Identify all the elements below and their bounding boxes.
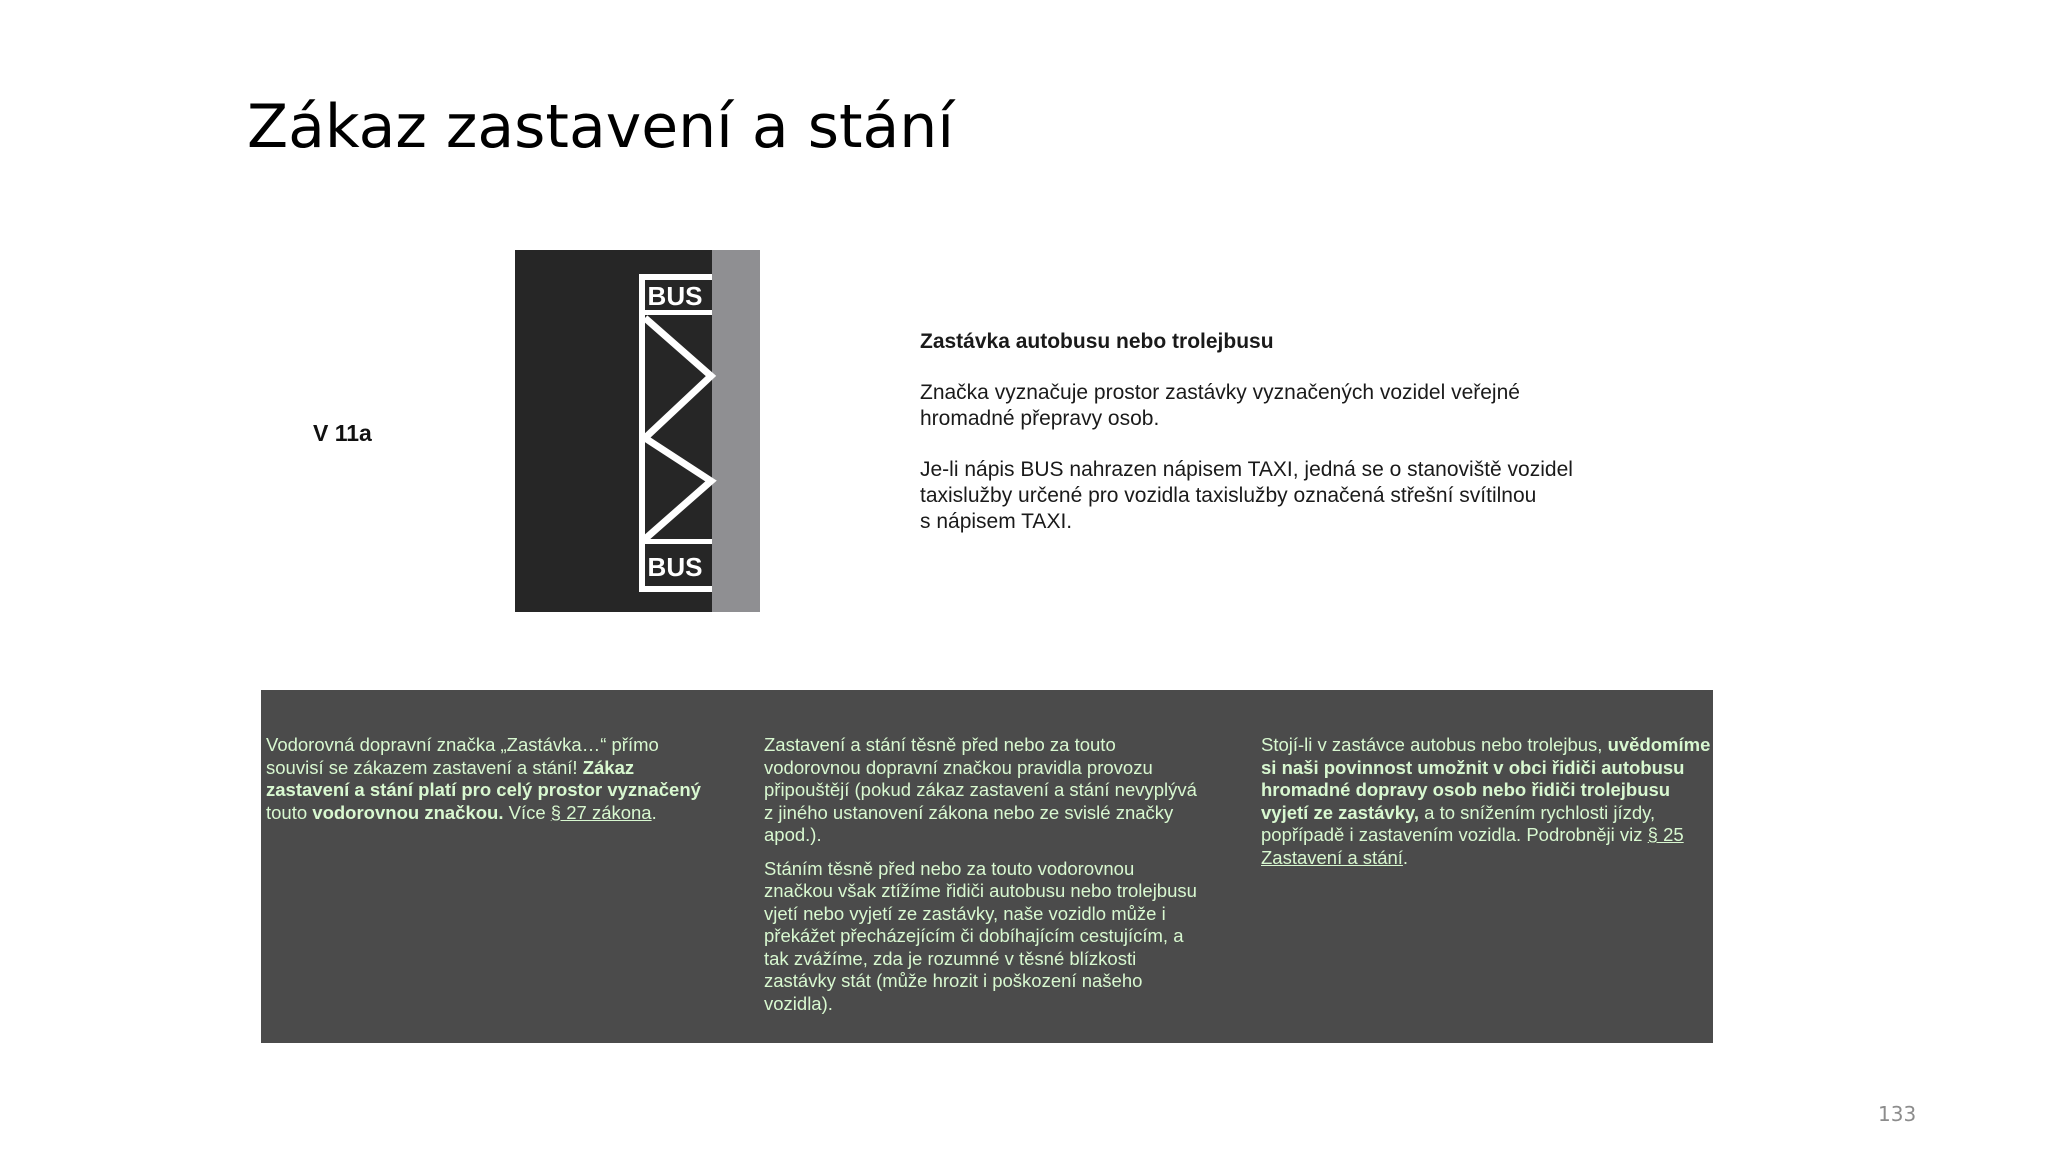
info-text: Stojí-li v zastávce autobus nebo trolejbus, bbox=[1261, 734, 1608, 755]
description-heading: Zastávka autobusu nebo trolejbusu bbox=[920, 330, 1274, 353]
slide-title: Zákaz zastavení a stání bbox=[247, 92, 954, 162]
curb-strip bbox=[712, 250, 760, 612]
info-column-2-paragraph-2: Stáním těsně před nebo za touto vodorovnou značkou však ztížíme řidiči autobusu nebo trolejbusu vjetí nebo vyjetí ze zastávky, naše vozidlo může i překážet přecházejícím či dobíhajícím cestujícím, a tak zvážíme, zda je rozumné v těsné blízkosti zastávky stát (může hrozit i poškození našeho vozidla). bbox=[764, 857, 1197, 1014]
info-text: Více bbox=[503, 801, 551, 823]
bus-stop-road-marking-image bbox=[515, 250, 760, 612]
info-column-2 bbox=[764, 734, 1204, 1026]
info-column-3 bbox=[1261, 734, 1711, 880]
info-bold-text: uvědomíme si naši povinnost umožnit v obci řidiči autobusu hromadné dopravy osob nebo řidiči trolejbusu vyjetí ze zastávky, bbox=[1261, 734, 1711, 823]
description-paragraph-1: Značka vyznačuje prostor zastávky vyznačených vozidel veřejné hromadné přepravy osob. bbox=[920, 381, 1520, 430]
law-section-27-link[interactable]: § 27 zákona bbox=[550, 801, 652, 823]
info-text: touto bbox=[266, 801, 313, 823]
info-bold-text: Zákaz zastavení a stání platí pro celý prostor vyznačený bbox=[266, 756, 701, 800]
marking-top-line bbox=[639, 274, 712, 280]
description-paragraph-2: Je-li nápis BUS nahrazen nápisem TAXI, jedná se o stanoviště vozidel taxislužby určené pro vozidla taxislužby označená střešní svítilnou s nápisem TAXI. bbox=[920, 458, 1573, 533]
law-section-25-link[interactable]: § 25 Zastavení a stání bbox=[1261, 824, 1684, 868]
info-text: . bbox=[1402, 846, 1409, 868]
info-column-1-text bbox=[266, 734, 721, 824]
info-column-3-text bbox=[1261, 734, 1711, 869]
marking-bottom-label: BUS bbox=[647, 552, 703, 582]
info-text: Vodorovná dopravní značka „Zastávka…“ přímo souvisí se zákazem zastavení a stání! bbox=[266, 734, 659, 778]
sign-description bbox=[920, 330, 1720, 560]
marking-bottom-label-box-top bbox=[639, 539, 712, 544]
info-text: a to snížením rychlosti jízdy, popřípadě i zastavením vozidla. Podrobněji viz bbox=[1261, 801, 1656, 845]
page-number: 133 bbox=[1878, 1102, 1917, 1126]
info-bold-text: vodorovnou značkou. bbox=[312, 801, 504, 823]
info-box bbox=[261, 690, 1713, 1043]
info-column-1 bbox=[266, 734, 721, 835]
marking-bottom-line bbox=[639, 586, 712, 592]
info-text: . bbox=[651, 801, 657, 823]
sign-code-label: V 11a bbox=[313, 420, 372, 446]
info-column-2-paragraph-1: Zastavení a stání těsně před nebo za touto vodorovnou dopravní značkou pravidla provozu připouštějí (pokud zákaz zastavení a stání nevyplývá z jiného ustanovení zákona nebo ze svislé značky apod.). bbox=[764, 734, 1197, 845]
marking-top-label: BUS bbox=[647, 281, 703, 311]
